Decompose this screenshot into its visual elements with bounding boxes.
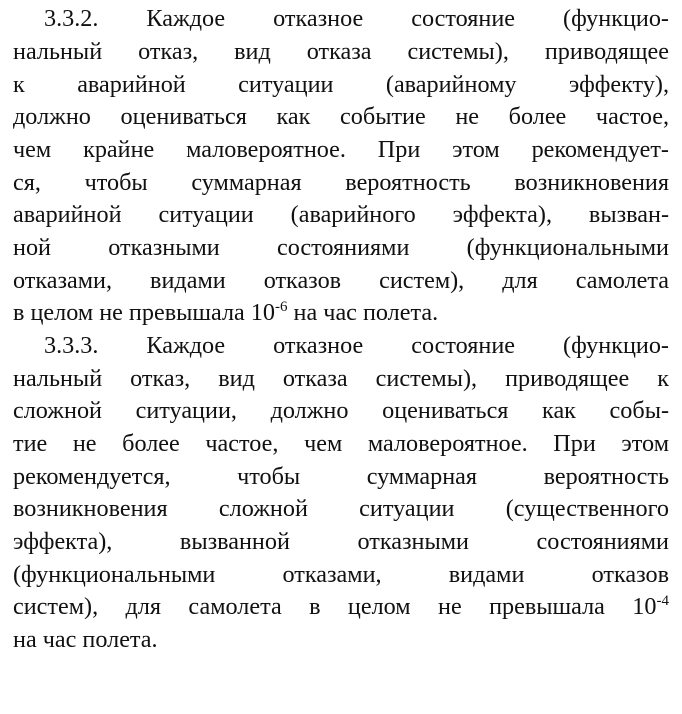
- text-line: ной отказными состояниями (функциональными: [13, 234, 669, 261]
- text-fragment: систем), для самолета в целом не превышала 10: [13, 593, 657, 620]
- exponent: -4: [656, 593, 669, 609]
- text-line: рекомендуется, чтобы суммарная вероятность: [13, 463, 669, 490]
- text-line: к аварийной ситуации (аварийному эффекту),: [13, 71, 669, 98]
- text-line: чем крайне маловероятное. При этом рекомендует-: [13, 136, 669, 163]
- text-line: нальный отказ, вид отказа системы), приводящее: [13, 38, 669, 65]
- text-line: 3.3.3. Каждое отказное состояние (функцио-: [44, 332, 669, 359]
- text-line: аварийной ситуации (аварийного эффекта), вызван-: [13, 201, 669, 228]
- text-line: сложной ситуации, должно оцениваться как собы-: [13, 397, 669, 424]
- text-line: нальный отказ, вид отказа системы), приводящее к: [13, 365, 669, 392]
- text-line: отказами, видами отказов систем), для самолета: [13, 267, 669, 294]
- text-line: возникновения сложной ситуации (существенного: [13, 495, 669, 522]
- text-fragment: в целом не превышала 10: [13, 299, 275, 326]
- text-line: на час полета.: [13, 626, 158, 653]
- text-line: ся, чтобы суммарная вероятность возникновения: [13, 169, 669, 196]
- text-line: (функциональными отказами, видами отказов: [13, 561, 669, 588]
- text-line: [13, 297, 669, 330]
- text-line: тие не более частое, чем маловероятное. При этом: [13, 430, 669, 457]
- text-fragment: на час полета.: [287, 299, 439, 326]
- exponent: -6: [275, 299, 288, 315]
- text-line: должно оцениваться как событие не более частое,: [13, 103, 669, 130]
- text-line: 3.3.2. Каждое отказное состояние (функцио-: [44, 5, 669, 32]
- text-line: [13, 591, 669, 624]
- text-line: эффекта), вызванной отказными состояниями: [13, 528, 669, 555]
